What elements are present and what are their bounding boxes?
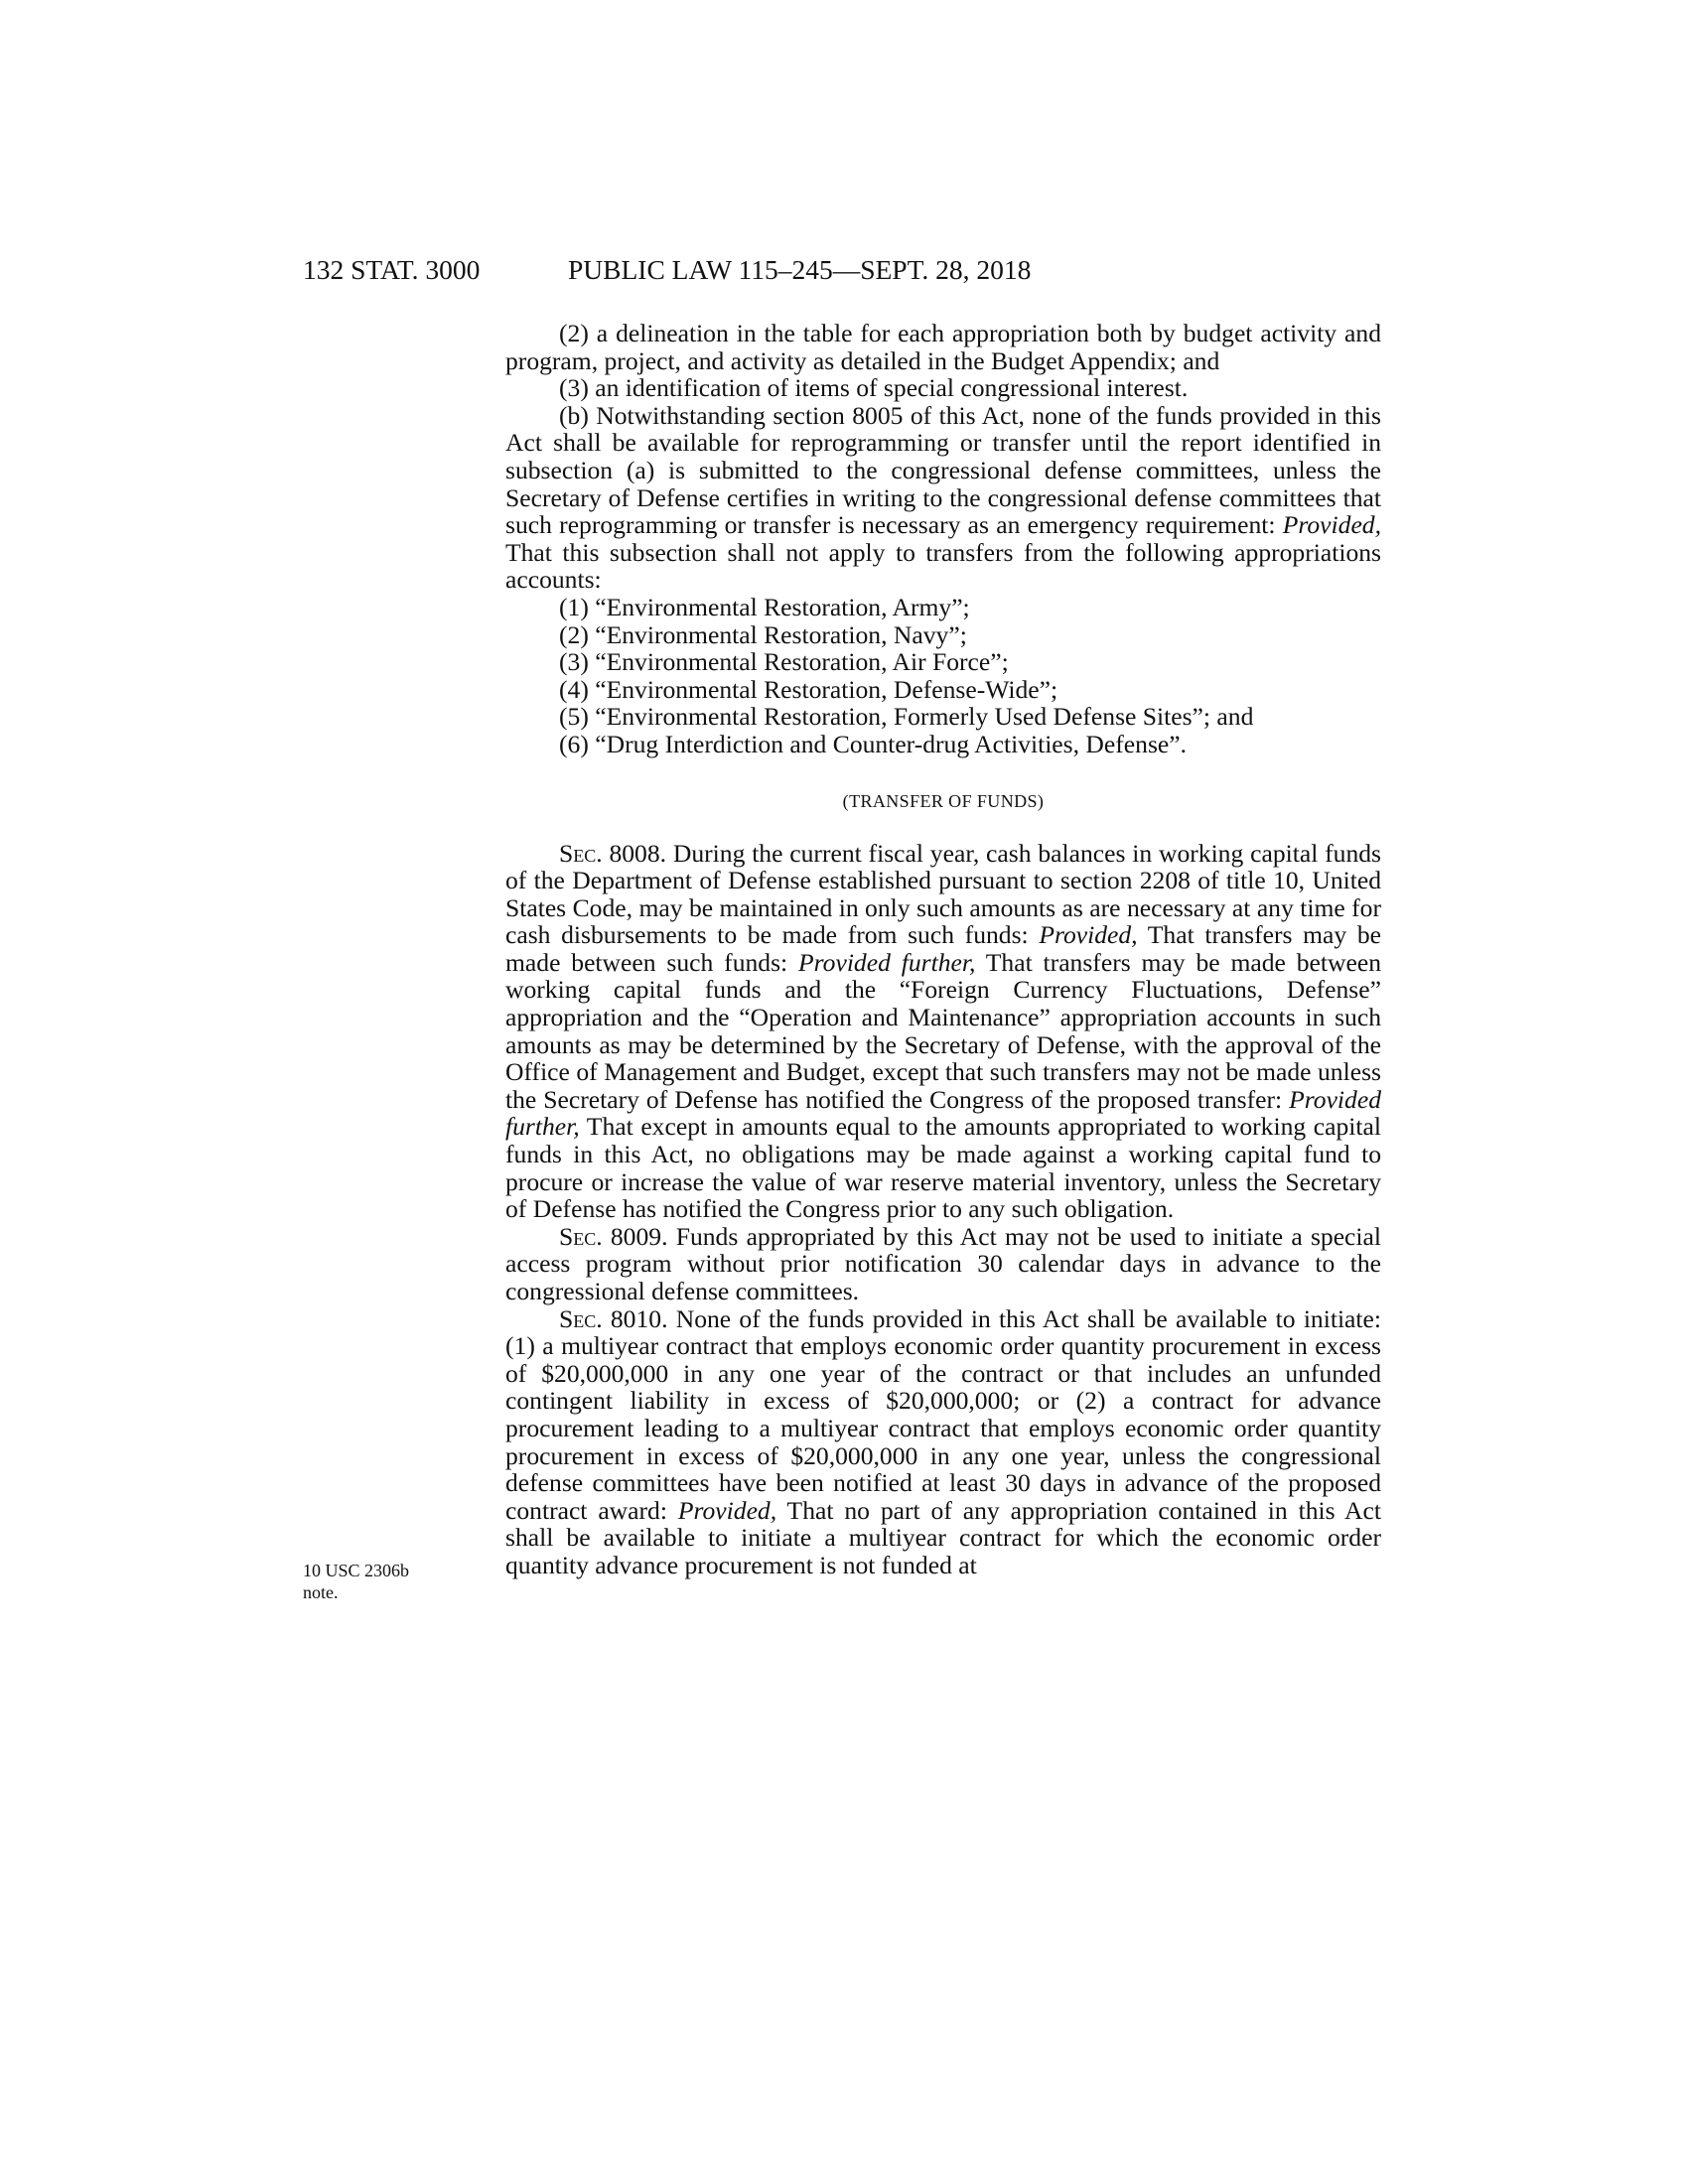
- account-item-6: (6) “Drug Interdiction and Counter-drug Activities, Defense”.: [559, 729, 1188, 758]
- section-8008-text-4: That except in amounts equal to the amounts appropriated to working capital funds in this Act, no obligations may be made against a working capital fund to procure or increase the value of war reserve material inventory, unless the Secretary of Defense has notified the Congress prior to any such obligation.: [505, 1112, 1381, 1224]
- section-8009-label: Sec. 8009.: [559, 1221, 668, 1251]
- section-8009: [505, 1223, 1381, 1305]
- provided-further-italic: Provided further,: [505, 1084, 1381, 1142]
- margin-citation-code: 10 USC 2306b: [303, 1561, 410, 1580]
- margin-citation-note: note.: [303, 1582, 339, 1602]
- section-8010-text-2: That no part of any appropriation contained in this Act shall be available to initiate a multiyear contract for which the economic order quantity advance procurement is not funded at: [505, 1495, 1381, 1579]
- list-item-3: (3) an identification of items of special congressional interest.: [559, 373, 1189, 403]
- section-8010-label: Sec. 8010.: [559, 1303, 668, 1333]
- provided-italic: Provided,: [1039, 920, 1138, 950]
- page-header: [303, 250, 1236, 290]
- transfer-of-funds-heading: (TRANSFER OF FUNDS): [842, 790, 1045, 811]
- account-item-1: (1) “Environmental Restoration, Army”;: [559, 592, 970, 621]
- section-8008: [505, 840, 1381, 1223]
- subsection-b: [505, 402, 1381, 594]
- section-8008-text-1: During the current fiscal year, cash balances in working capital funds of the Department of Defense established pursuant to section 2208 of title 10, United States Code, may be maintained in only such amounts as are necessary at any time for cash disbursements to be made from such funds:: [505, 838, 1381, 950]
- section-8008-text-3: That transfers may be made between working capital funds and the “Foreign Currency Fluctuations, Defense” appropriation and the “Operation and Maintenance” appropriation accounts in such amounts as may be determined by the Secretary of Defense, with the approval of the Office of Management and Budget, except that such transfers may not be made unless the Secretary of Defense has notified the Congress of the proposed transfer:: [505, 947, 1382, 1114]
- subsection-b-text-1: (b) Notwithstanding section 8005 of this Act, none of the funds provided in this Act shall be available for reprogramming or transfer until the report identified in subsection (a) is submitted to the congressional defense committees, unless the Secretary of Defense certifies in writing to the congressional defense committees that such reprogramming or transfer is necessary as an emergency requirement:: [505, 400, 1381, 540]
- section-8009-text: Funds appropriated by this Act may not be used to initiate a special access program without prior notification 30 calendar days in advance to the congressional defense committees.: [505, 1221, 1381, 1305]
- body-text: [505, 320, 1381, 1579]
- section-8010: [505, 1305, 1381, 1579]
- margin-citation: [303, 1560, 462, 1603]
- provided-further-italic: Provided further,: [798, 947, 976, 977]
- provided-italic: Provided,: [1282, 510, 1381, 540]
- account-item-3: (3) “Environmental Restoration, Air Force”;: [559, 647, 1009, 677]
- section-8008-text-2: That transfers may be made between such funds:: [505, 920, 1381, 977]
- section-8010-text-1: None of the funds provided in this Act shall be available to initiate: (1) a multiyear contract that employs economic order quantity procurement in excess of $20,000,000 in any one year of the contract or that includes an unfunded contingent liability in excess of $20,000,000; or (2) a contract for advance procurement leading to a multiyear contract that employs economic order quantity procurement in excess of $20,000,000 in any one year, unless the congressional defense committees have been notified at least 30 days in advance of the proposed contract award:: [505, 1303, 1381, 1525]
- account-item-4: (4) “Environmental Restoration, Defense-Wide”;: [559, 674, 1058, 704]
- list-item-2: (2) a delineation in the table for each appropriation both by budget activity and program, project, and activity as detailed in the Budget Appendix; and: [505, 319, 1381, 375]
- provided-italic: Provided,: [677, 1495, 777, 1525]
- statute-page-number: 132 STAT. 3000: [303, 254, 481, 285]
- section-8008-label: Sec. 8008.: [559, 838, 667, 868]
- subsection-b-text-2: That this subsection shall not apply to transfers from the following appropriations accounts:: [505, 537, 1381, 595]
- account-item-5: (5) “Environmental Restoration, Formerly Used Defense Sites”; and: [559, 702, 1254, 732]
- account-item-2: (2) “Environmental Restoration, Navy”;: [559, 619, 967, 649]
- public-law-title: PUBLIC LAW 115–245—SEPT. 28, 2018: [568, 254, 1032, 285]
